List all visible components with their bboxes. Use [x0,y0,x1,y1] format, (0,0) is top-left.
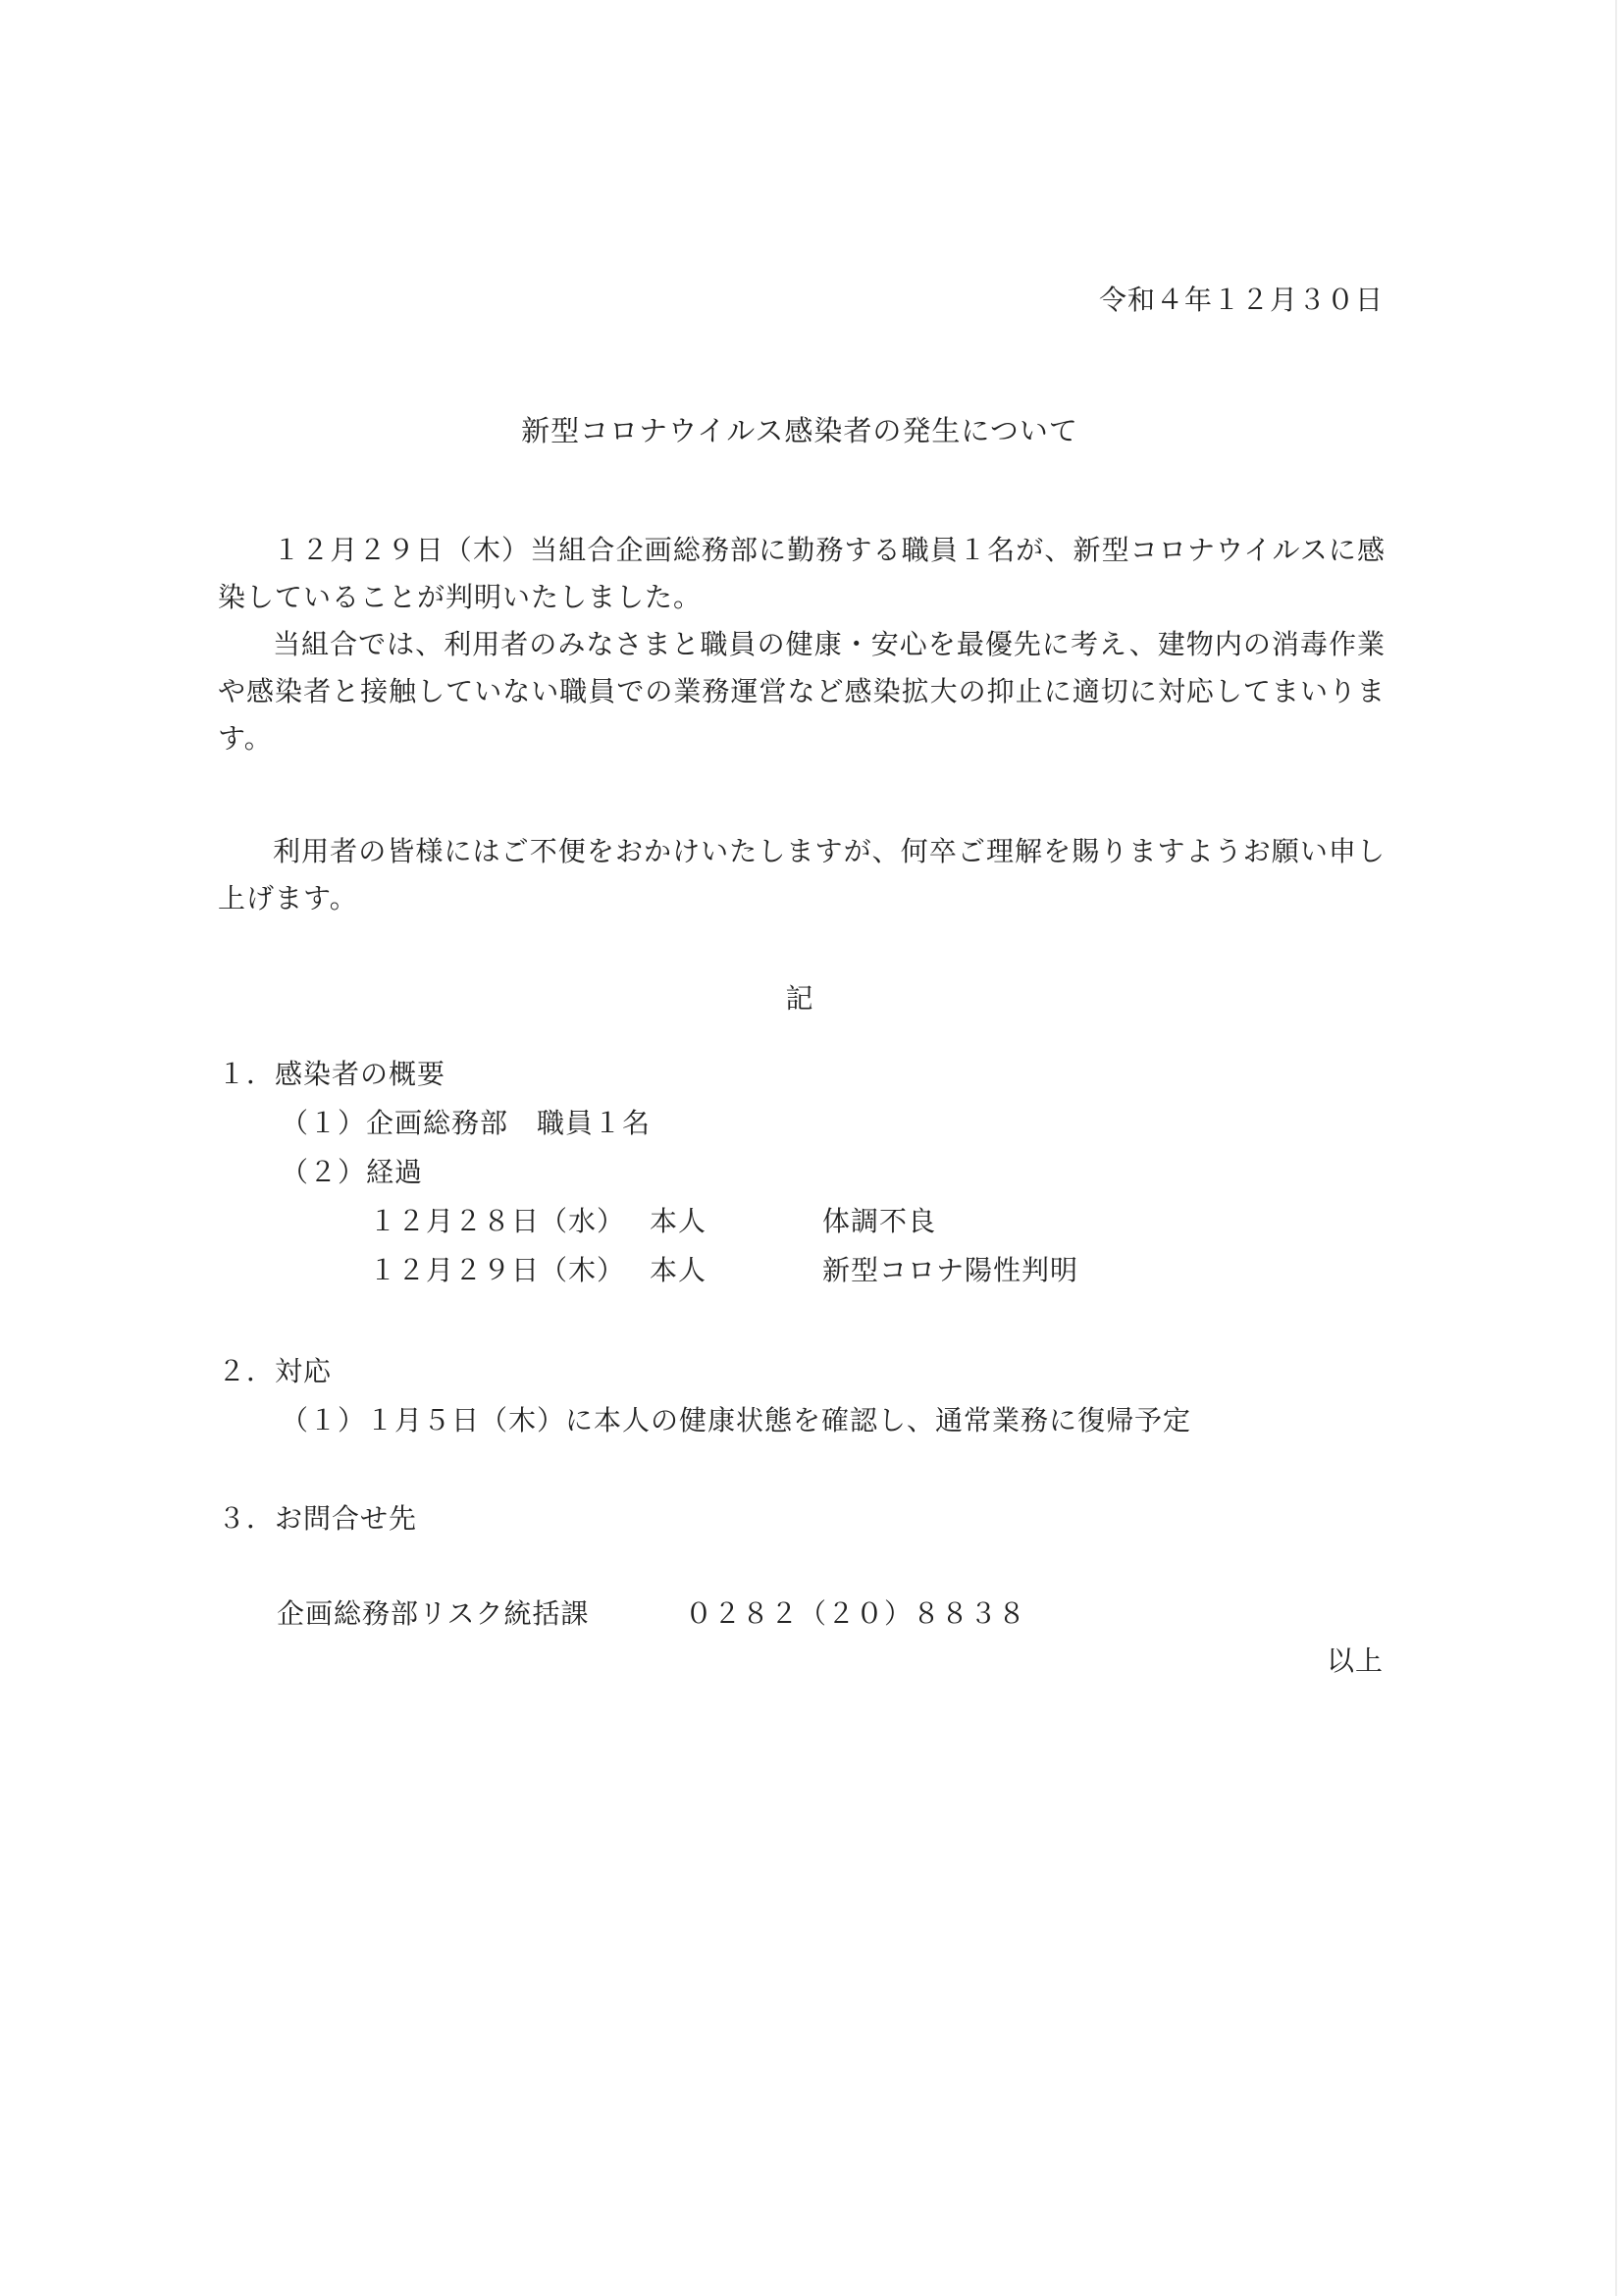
section-2-heading: ２．対応 [218,1355,333,1387]
paragraph-announcement: １２月２９日（木）当組合企画総務部に勤務する職員１名が、新型コロナウイルスに感染していることが判明いたしました。 [218,534,1386,613]
timeline-person: 本人 [650,1254,707,1286]
section-1-item-2: （２）経過 [281,1156,424,1188]
timeline-event: 体調不良 [822,1205,937,1237]
document-date: 令和４年１２月３０日 [1098,284,1384,316]
contact-department: 企画総務部リスク統括課 [277,1597,590,1630]
closing-text: 以上 [1326,1644,1384,1677]
timeline-date: １２月２８日（水） [369,1205,626,1237]
document-title: 新型コロナウイルス感染者の発生について [521,414,1078,447]
paragraph-apology: 利用者の皆様にはご不便をおかけいたしますが、何卒ご理解を賜りますようお願い申し上げます。 [218,835,1386,914]
timeline-person: 本人 [650,1205,707,1237]
section-2-item-1: （１）１月５日（木）に本人の健康状態を確認し、通常業務に復帰予定 [281,1404,1192,1436]
timeline-event: 新型コロナ陽性判明 [822,1254,1079,1286]
timeline-date: １２月２９日（木） [369,1254,626,1286]
section-1-heading: １．感染者の概要 [218,1058,446,1090]
contact-phone: ０２８２（２０）８８３８ [685,1597,1027,1630]
ki-heading: 記 [785,982,814,1015]
section-3-heading: ３．お問合せ先 [218,1502,418,1535]
paragraph-measures: 当組合では、利用者のみなさまと職員の健康・安心を最優先に考え、建物内の消毒作業や感染者と接触していない職員での業務運営など感染拡大の抑止に適切に対応してまいります。 [218,628,1386,755]
scan-edge-line [1615,0,1617,2296]
section-1-item-1: （１）企画総務部 職員１名 [281,1107,652,1139]
